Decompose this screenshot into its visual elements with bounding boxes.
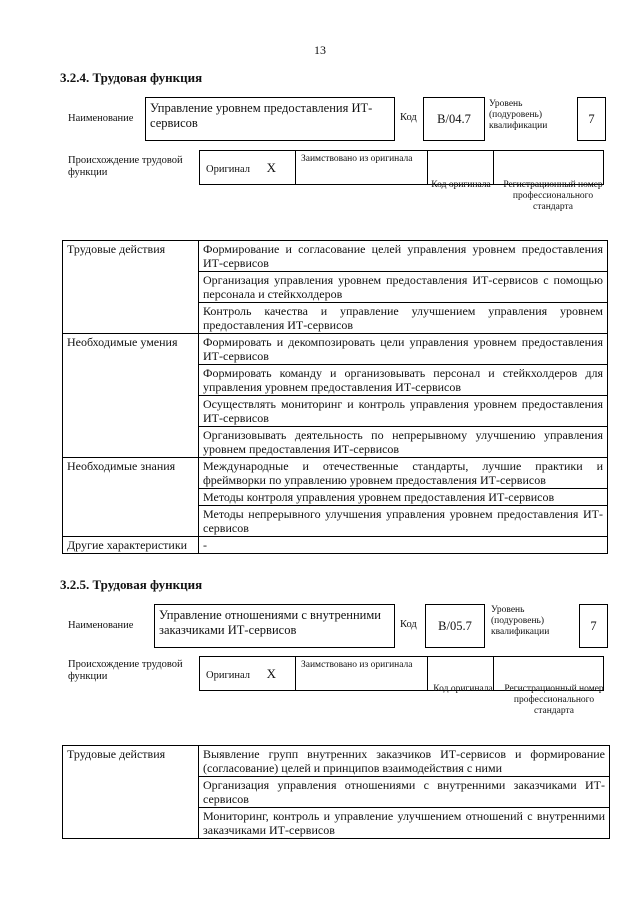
code-original-label: Код оригинала: [433, 684, 493, 694]
code-label: Код: [400, 112, 417, 123]
function-name-box: [154, 604, 395, 648]
borrowed-cell: [296, 151, 428, 185]
code-value: B/04.7: [423, 97, 485, 141]
page-number: 13: [314, 43, 326, 57]
table-row: [63, 303, 608, 334]
table-row: [63, 427, 608, 458]
level-label: Уровень (подуровень) квалификации: [491, 605, 550, 637]
item-cell: Мониторинг, контроль и управление улучшением отношений с внутренними заказчиками ИТ-сервисов: [199, 808, 610, 839]
section-heading: 3.2.5. Трудовая функция: [60, 577, 203, 592]
table-row: [63, 241, 608, 272]
item-cell: Формировать и декомпозировать цели управления уровнем предоставления ИТ-сервисов: [199, 334, 608, 365]
category-cell: Другие характеристики: [63, 537, 199, 554]
table-row: [63, 537, 608, 554]
origin-label: Происхождение трудовой функции: [68, 659, 183, 682]
item-cell: Осуществлять мониторинг и контроль управления уровнем предоставления ИТ-сервисов: [199, 396, 608, 427]
item-cell: Международные и отечественные стандарты, лучшие практики и фреймворки по управлению уровнем предоставления ИТ-сервисов: [199, 458, 608, 489]
item-cell: Методы непрерывного улучшения управления уровнем предоставления ИТ-сервисов: [199, 506, 608, 537]
function-table: [62, 240, 608, 554]
level-value: 7: [577, 97, 606, 141]
item-cell: Контроль качества и управление улучшением управления уровнем предоставления ИТ-сервисов: [199, 303, 608, 334]
name-label: Наименование: [68, 113, 134, 124]
item-cell: Выявление групп внутренних заказчиков ИТ-сервисов и формирование (согласование) целей и принципов взаимодействия с ними: [199, 746, 610, 777]
category-cell: Необходимые умения: [63, 334, 199, 365]
reg-number-label: Регистрационный номер профессионального стандарта: [503, 180, 603, 212]
table-row: [63, 365, 608, 396]
table-row: [63, 334, 608, 365]
item-cell: Методы контроля управления уровнем предоставления ИТ-сервисов: [199, 489, 608, 506]
item-cell: Формирование и согласование целей управления уровнем предоставления ИТ-сервисов: [199, 241, 608, 272]
function-name: Управление отношениями с внутренними заказчиками ИТ-сервисов: [159, 608, 381, 637]
table-row: [63, 272, 608, 303]
code-label: Код: [400, 619, 417, 630]
item-cell: Организовывать деятельность по непрерывному улучшению управления уровнем предоставления ИТ-сервисов: [199, 427, 608, 458]
borrowed-label: Заимствовано из оригинала: [301, 660, 413, 670]
reg-number-label: Регистрационный номер профессионального стандарта: [504, 684, 604, 716]
origin-label: Происхождение трудовой функции: [68, 155, 183, 178]
borrowed-cell: [296, 657, 428, 691]
item-cell: -: [199, 537, 608, 554]
section-heading: 3.2.4. Трудовая функция: [60, 70, 203, 85]
borrowed-label: Заимствовано из оригинала: [301, 154, 413, 164]
item-cell: Формировать команду и организовывать персонал и стейкхолдеров для управления уровнем предоставления ИТ-сервисов: [199, 365, 608, 396]
table-row: [63, 746, 610, 777]
original-label: Оригинал: [206, 669, 250, 681]
table-row: [63, 506, 608, 537]
table-row: [63, 489, 608, 506]
table-row: [63, 458, 608, 489]
function-name-box: [145, 97, 395, 141]
item-cell: Организация управления уровнем предоставления ИТ-сервисов с помощью персонала и стейкхолдеров: [199, 272, 608, 303]
table-row: [63, 777, 610, 808]
original-cell: [200, 151, 296, 185]
category-cell: Трудовые действия: [63, 746, 199, 777]
original-mark: X: [266, 159, 277, 175]
code-value: B/05.7: [425, 604, 485, 648]
table-row: [63, 396, 608, 427]
table-row: [63, 808, 610, 839]
original-label: Оригинал: [206, 163, 250, 175]
function-name: Управление уровнем предоставления ИТ-сервисов: [150, 101, 373, 130]
category-cell: Необходимые знания: [63, 458, 199, 489]
original-mark: X: [266, 665, 277, 681]
original-cell: [200, 657, 296, 691]
function-table: [62, 745, 610, 839]
level-value: 7: [579, 604, 608, 648]
category-cell: Трудовые действия: [63, 241, 199, 272]
level-label: Уровень (подуровень) квалификации: [489, 99, 548, 131]
item-cell: Организация управления отношениями с внутренними заказчиками ИТ-сервисов: [199, 777, 610, 808]
name-label: Наименование: [68, 620, 134, 631]
code-original-label: Код оригинала: [431, 180, 491, 190]
